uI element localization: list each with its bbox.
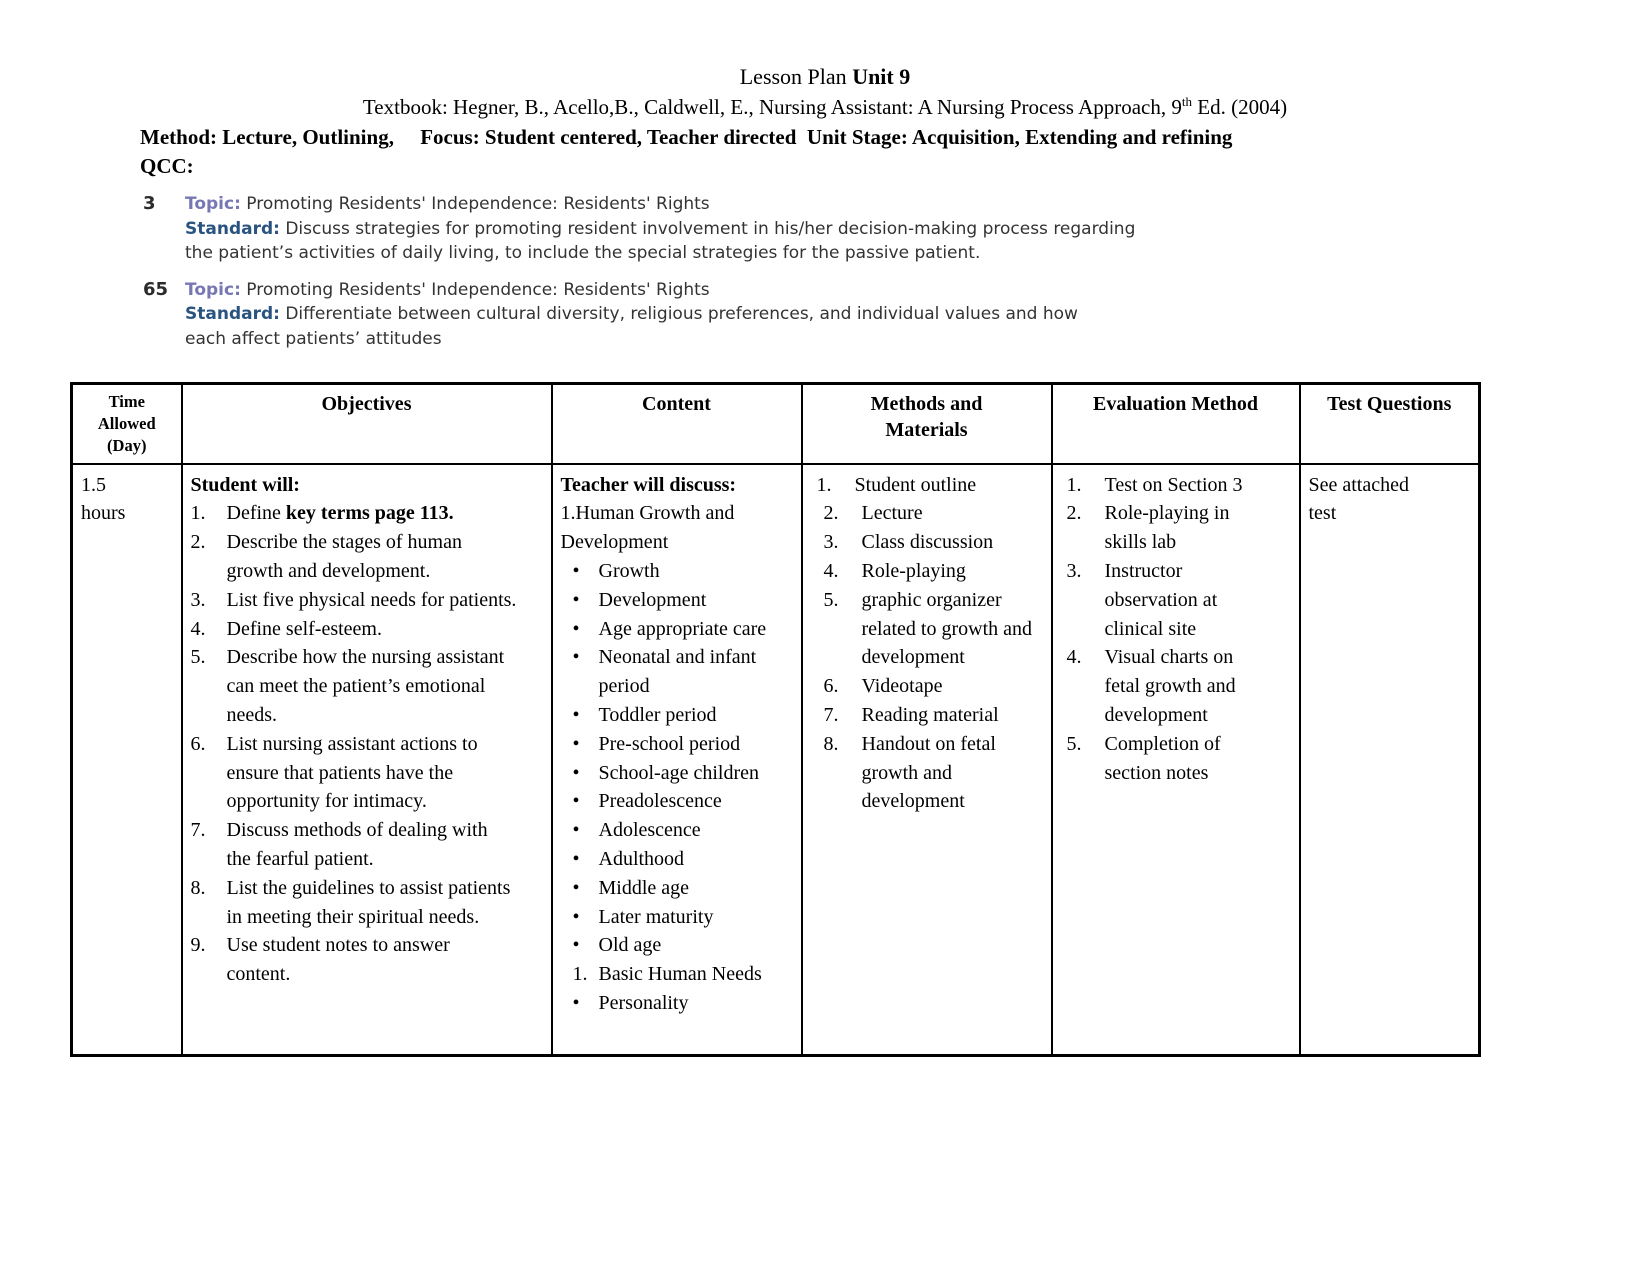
item-number: 4. xyxy=(190,617,206,640)
qcc-standard-line xyxy=(185,302,1605,351)
list-item xyxy=(561,643,793,701)
textbook-superscript: th xyxy=(1181,94,1192,109)
list-item xyxy=(191,730,543,816)
page-title xyxy=(0,62,1650,92)
col-header-content xyxy=(552,383,802,464)
col-header-evaluation xyxy=(1052,383,1300,464)
list-item xyxy=(1061,557,1291,643)
list-item xyxy=(191,528,543,586)
item-text: List five physical needs for patients. xyxy=(226,588,517,611)
textbook-suffix: Ed. (2004) xyxy=(1192,95,1288,119)
list-item xyxy=(1061,730,1291,788)
col-header-methods xyxy=(802,383,1052,464)
bullet-icon: • xyxy=(572,646,580,669)
item-number: 9. xyxy=(190,934,206,957)
topic-label: Topic: xyxy=(185,194,241,214)
standard-text-line2: the patient’s activities of daily living, to include the special strategies for the passive patient. xyxy=(185,243,981,264)
list-item xyxy=(818,586,1043,672)
list-item xyxy=(561,989,793,1018)
qcc-section xyxy=(0,192,1650,352)
item-number: 7. xyxy=(190,819,206,842)
list-item xyxy=(191,643,543,729)
standard-text-line1: Discuss strategies for promoting resident involvement in his/her decision-making process regarding xyxy=(279,218,1136,239)
item-number: 2. xyxy=(190,531,206,554)
cell-time-allowed xyxy=(72,464,182,1056)
item-text: Define self-esteem. xyxy=(226,617,382,640)
content-list xyxy=(561,557,793,1018)
qcc-item xyxy=(143,192,1650,266)
bullet-icon: • xyxy=(572,732,580,755)
title-plain: Lesson Plan xyxy=(739,64,853,89)
list-item xyxy=(561,787,793,816)
item-number: 3. xyxy=(823,531,839,554)
item-text: Handout on fetal growth and development xyxy=(861,732,996,813)
list-item xyxy=(561,615,793,644)
objectives-list xyxy=(191,499,543,989)
content-intro: 1.Human Growth and Development xyxy=(560,502,735,554)
item-number: 8. xyxy=(823,732,839,755)
cell-methods-materials xyxy=(802,464,1052,1056)
item-text-bold: key terms page 113. xyxy=(285,502,454,525)
item-text: Role-playing xyxy=(861,559,966,582)
bullet-icon: • xyxy=(572,617,580,640)
item-text: Adolescence xyxy=(598,819,701,842)
item-number: 1. xyxy=(572,963,588,986)
item-text: Later maturity xyxy=(598,905,714,928)
item-text: Reading material xyxy=(861,703,999,726)
qcc-item-number: 3 xyxy=(143,193,156,214)
list-item xyxy=(811,471,1043,500)
header-line: Materials xyxy=(885,418,968,441)
list-item xyxy=(561,816,793,845)
item-number: 5. xyxy=(823,588,839,611)
list-item xyxy=(561,586,793,615)
topic-text: Promoting Residents' Independence: Residents' Rights xyxy=(240,279,710,300)
item-number: 1. xyxy=(816,473,832,496)
col-header-test-questions xyxy=(1300,383,1480,464)
item-number: 6. xyxy=(190,732,206,755)
item-text: Preadolescence xyxy=(598,790,722,813)
bullet-icon: • xyxy=(572,790,580,813)
item-text: Old age xyxy=(598,934,662,957)
evaluation-list xyxy=(1061,471,1291,788)
item-text: School-age children xyxy=(598,761,759,784)
textbook-text: Textbook: Hegner, B., Acello,B., Caldwell, E., Nursing Assistant: A Nursing Process Approach, 9 xyxy=(362,95,1182,119)
qcc-topic-line xyxy=(185,278,1605,303)
qcc-topic-line xyxy=(185,192,1605,217)
item-number: 3. xyxy=(190,588,206,611)
item-text: graphic organizer related to growth and development xyxy=(861,588,1032,669)
list-item xyxy=(561,874,793,903)
list-item xyxy=(818,672,1043,701)
item-text xyxy=(227,499,543,528)
bullet-icon: • xyxy=(572,559,580,582)
list-item xyxy=(561,759,793,788)
item-text: Personality xyxy=(598,991,689,1014)
header-line: Time xyxy=(108,391,145,411)
qcc-item-text xyxy=(185,278,1605,352)
header-line: Allowed xyxy=(97,413,156,433)
item-text: Class discussion xyxy=(861,531,994,554)
list-item xyxy=(191,615,543,644)
qcc-item xyxy=(143,278,1650,352)
list-item xyxy=(818,528,1043,557)
table-header-row xyxy=(72,383,1480,464)
bullet-icon: • xyxy=(572,703,580,726)
list-item xyxy=(561,960,793,989)
item-text: Describe how the nursing assistant can meet the patient’s emotional needs. xyxy=(226,646,505,726)
content-heading: Teacher will discuss: xyxy=(560,473,737,496)
title-unit: Unit 9 xyxy=(852,64,911,89)
cell-objectives xyxy=(182,464,552,1056)
item-number: 2. xyxy=(1066,502,1082,525)
item-text: Test on Section 3 xyxy=(1104,473,1243,496)
standard-label: Standard: xyxy=(185,218,280,239)
test-questions-text: See attached test xyxy=(1308,473,1409,525)
table-body-row xyxy=(72,464,1480,1056)
qcc-standard-line xyxy=(185,217,1605,266)
list-item xyxy=(1061,499,1291,557)
standard-label: Standard: xyxy=(185,304,280,325)
item-text: Visual charts on fetal growth and development xyxy=(1104,646,1236,726)
methods-list xyxy=(811,471,1043,817)
list-item xyxy=(561,730,793,759)
lesson-plan-table xyxy=(70,382,1481,1057)
item-text: Age appropriate care xyxy=(598,617,767,640)
item-text: Middle age xyxy=(598,876,690,899)
item-text: Student outline xyxy=(854,473,977,496)
item-number: 1. xyxy=(1066,473,1082,496)
list-item xyxy=(191,499,543,528)
item-text: Discuss methods of dealing with the fearful patient. xyxy=(226,819,488,870)
time-value: 1.5 xyxy=(81,473,106,496)
method-focus-line: Method: Lecture, Outlining, Focus: Student centered, Teacher directed Unit Stage: Acquisition, Extending and refining xyxy=(140,125,1233,149)
bullet-icon: • xyxy=(572,905,580,928)
bullet-icon: • xyxy=(572,819,580,842)
list-item xyxy=(818,557,1043,586)
standard-text-line2: each affect patients’ attitudes xyxy=(185,328,442,349)
bullet-icon: • xyxy=(572,847,580,870)
cell-test-questions xyxy=(1300,464,1480,1056)
qcc-label: QCC: xyxy=(140,154,194,178)
list-item xyxy=(818,499,1043,528)
item-number: 5. xyxy=(190,646,206,669)
cell-content xyxy=(552,464,802,1056)
list-item xyxy=(818,701,1043,730)
textbook-line xyxy=(0,92,1650,122)
list-item xyxy=(818,730,1043,816)
item-text: Pre-school period xyxy=(598,732,741,755)
list-item xyxy=(561,903,793,932)
bullet-icon: • xyxy=(572,991,580,1014)
item-text: Basic Human Needs xyxy=(598,963,762,986)
item-text: List the guidelines to assist patients in meeting their spiritual needs. xyxy=(226,876,511,928)
qcc-item-number: 65 xyxy=(143,278,169,300)
item-text: Instructor observation at clinical site xyxy=(1104,559,1218,640)
topic-label: Topic: xyxy=(185,279,241,300)
item-text: Describe the stages of human growth and development. xyxy=(226,531,462,582)
header-line: Test Questions xyxy=(1327,392,1452,415)
cell-evaluation-method xyxy=(1052,464,1300,1056)
item-text: Adulthood xyxy=(598,847,685,870)
item-number: 4. xyxy=(1066,646,1082,669)
header-line: (Day) xyxy=(107,435,147,455)
list-item xyxy=(191,874,543,932)
item-number: 3. xyxy=(1066,559,1082,582)
col-header-time xyxy=(72,383,182,464)
item-number: 7. xyxy=(823,703,839,726)
item-number: 8. xyxy=(190,876,206,899)
header-line: Methods and xyxy=(870,392,983,415)
bullet-icon: • xyxy=(572,761,580,784)
item-text: List nursing assistant actions to ensure that patients have the opportunity for intimacy. xyxy=(226,732,478,813)
header-line: Evaluation Method xyxy=(1092,392,1259,415)
bullet-icon: • xyxy=(572,934,580,957)
list-item xyxy=(191,586,543,615)
item-number: 2. xyxy=(823,502,839,525)
qcc-item-text xyxy=(185,192,1605,266)
item-number: 5. xyxy=(1066,732,1082,755)
list-item xyxy=(191,816,543,874)
item-text: Use student notes to answer content. xyxy=(226,934,450,986)
item-text: Videotape xyxy=(861,675,943,698)
list-item xyxy=(561,701,793,730)
bullet-icon: • xyxy=(572,876,580,899)
item-text-plain: Define xyxy=(226,502,286,525)
col-header-objectives xyxy=(182,383,552,464)
list-item xyxy=(1061,471,1291,500)
item-text: Toddler period xyxy=(598,703,717,726)
item-text: Lecture xyxy=(861,502,923,525)
list-item xyxy=(561,845,793,874)
item-text: Completion of section notes xyxy=(1104,732,1221,784)
list-item xyxy=(191,931,543,989)
item-text: Growth xyxy=(598,559,660,582)
list-item xyxy=(1061,643,1291,729)
bullet-icon: • xyxy=(572,588,580,611)
standard-text-line1: Differentiate between cultural diversity, religious preferences, and individual values and how xyxy=(279,304,1078,325)
item-number: 1. xyxy=(190,502,206,525)
item-number: 6. xyxy=(823,675,839,698)
item-number: 4. xyxy=(823,559,839,582)
header-line: Content xyxy=(642,392,711,415)
topic-text: Promoting Residents' Independence: Residents' Rights xyxy=(240,194,710,214)
time-unit: hours xyxy=(81,502,126,525)
item-text: Role-playing in skills lab xyxy=(1104,502,1230,554)
list-item xyxy=(561,557,793,586)
item-text: Neonatal and infant period xyxy=(598,646,757,698)
objectives-heading: Student will: xyxy=(190,473,300,496)
header-line: Objectives xyxy=(321,392,412,415)
list-item xyxy=(561,931,793,960)
item-text: Development xyxy=(598,588,707,611)
